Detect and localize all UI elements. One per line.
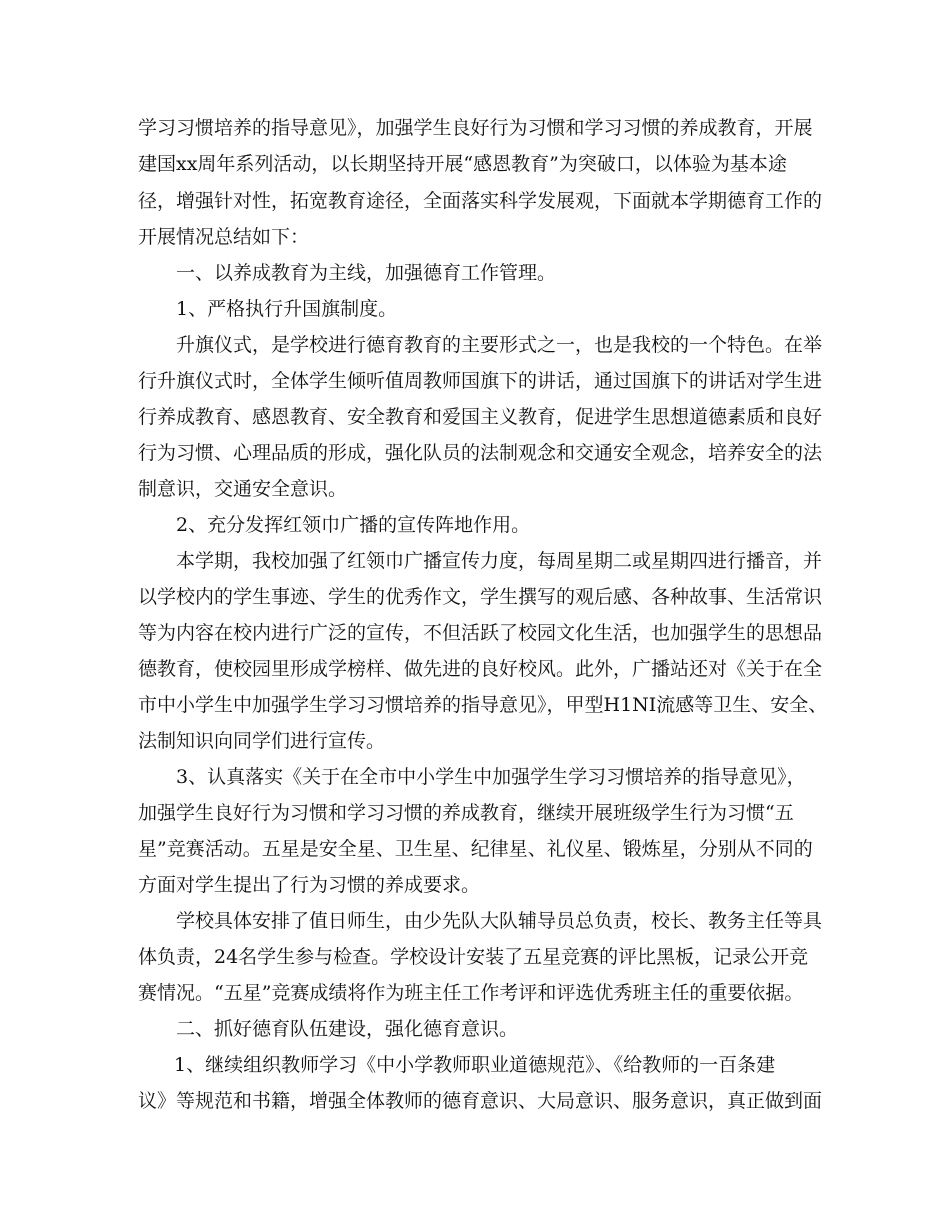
text-line xyxy=(0,654,950,684)
line-text: 等为内容在校内进行广泛的宣传，不但活跃了校园文化生活，也加强学生的思想品 xyxy=(138,622,823,644)
text-line xyxy=(0,906,950,936)
section-heading xyxy=(0,258,950,288)
text-line xyxy=(0,582,950,612)
line-text: 行养成教育、感恩教育、安全教育和爱国主义教育，促进学生思想道德素质和良好 xyxy=(138,406,823,428)
line-text: 本学期，我校加强了红领巾广播宣传力度，每周星期二或星期四进行播音，并 xyxy=(176,550,823,572)
text-line xyxy=(0,330,950,360)
subsection-heading xyxy=(0,1050,950,1080)
text-line xyxy=(0,222,950,252)
line-text: 德教育，使校园里形成学榜样、做先进的良好校风。此外，广播站还对《关于在全 xyxy=(138,658,823,680)
section-heading xyxy=(0,1014,950,1044)
line-text: 3、认真落实《关于在全市中小学生中加强学生学习习惯培养的指导意见》， xyxy=(176,766,806,788)
line-text: 建国xx周年系列活动，以长期坚持开展“感恩教育”为突破口，以体验为基本途 xyxy=(138,153,787,175)
line-text: 2、充分发挥红领巾广播的宣传阵地作用。 xyxy=(176,514,531,536)
line-text: 径，增强针对性，拓宽教育途径，全面落实科学发展观，下面就本学期德育工作的 xyxy=(138,190,823,212)
line-text: 体负责，24名学生参与检查。学校设计安装了五星竞赛的评比黑板，记录公开竞 xyxy=(138,946,809,968)
line-text: 行升旗仪式时，全体学生倾听值周教师国旗下的讲话，通过国旗下的讲话对学生进 xyxy=(138,370,823,392)
line-text: 法制知识向同学们进行宣传。 xyxy=(138,730,386,752)
line-text: 制意识，交通安全意识。 xyxy=(138,478,348,500)
line-text: 行为习惯、心理品质的形成，强化队员的法制观念和交通安全观念，培养安全的法 xyxy=(138,442,823,464)
text-line xyxy=(0,798,950,828)
line-text: 学校具体安排了值日师生，由少先队大队辅导员总负责，校长、教务主任等具 xyxy=(176,910,823,932)
line-text: 赛情况。“五星”竞赛成绩将作为班主任工作考评和评选优秀班主任的重要依据。 xyxy=(138,982,804,1004)
subsection-heading xyxy=(0,510,950,540)
line-text: 加强学生良好行为习惯和学习习惯的养成教育，继续开展班级学生行为习惯“五 xyxy=(138,802,794,824)
text-line xyxy=(0,474,950,504)
text-line xyxy=(0,546,950,576)
line-text: 开展情况总结如下： xyxy=(138,226,310,248)
line-text: 议》等规范和书籍，增强全体教师的德育意识、大局意识、服务意识，真正做到面 xyxy=(138,1090,823,1112)
text-line xyxy=(0,870,950,900)
text-line xyxy=(0,402,950,432)
line-text: 学习习惯培养的指导意见》，加强学生良好行为习惯和学习习惯的养成教育，开展 xyxy=(138,117,813,139)
subsection-heading xyxy=(0,762,950,792)
text-line xyxy=(0,113,950,143)
text-line xyxy=(0,978,950,1008)
line-text: 一、以养成教育为主线，加强德育工作管理。 xyxy=(176,262,557,284)
text-line xyxy=(0,1086,950,1116)
line-text: 市中小学生中加强学生学习习惯培养的指导意见》，甲型H1NI流感等卫生、安全、 xyxy=(138,694,828,716)
line-text: 方面对学生提出了行为习惯的养成要求。 xyxy=(138,874,481,896)
text-line xyxy=(0,834,950,864)
line-text: 二、抓好德育队伍建设，强化德育意识。 xyxy=(176,1018,519,1040)
line-text: 星”竞赛活动。五星是安全星、卫生星、纪律星、礼仪星、锻炼星，分别从不同的 xyxy=(138,838,813,860)
subsection-heading xyxy=(0,294,950,324)
text-line xyxy=(0,618,950,648)
line-text: 升旗仪式，是学校进行德育教育的主要形式之一，也是我校的一个特色。在举 xyxy=(176,334,823,356)
text-line xyxy=(0,149,950,179)
line-text: 1、继续组织教师学习《中小学教师职业道德规范》、《给教师的一百条建 xyxy=(174,1054,776,1076)
text-line xyxy=(0,366,950,396)
line-text: 1、严格执行升国旗制度。 xyxy=(176,298,398,320)
text-line xyxy=(0,942,950,972)
line-text: 以学校内的学生事迹、学生的优秀作文，学生撰写的观后感、各种故事、生活常识 xyxy=(138,586,823,608)
text-line xyxy=(0,726,950,756)
text-line xyxy=(0,438,950,468)
text-line xyxy=(0,690,950,720)
text-line xyxy=(0,186,950,216)
